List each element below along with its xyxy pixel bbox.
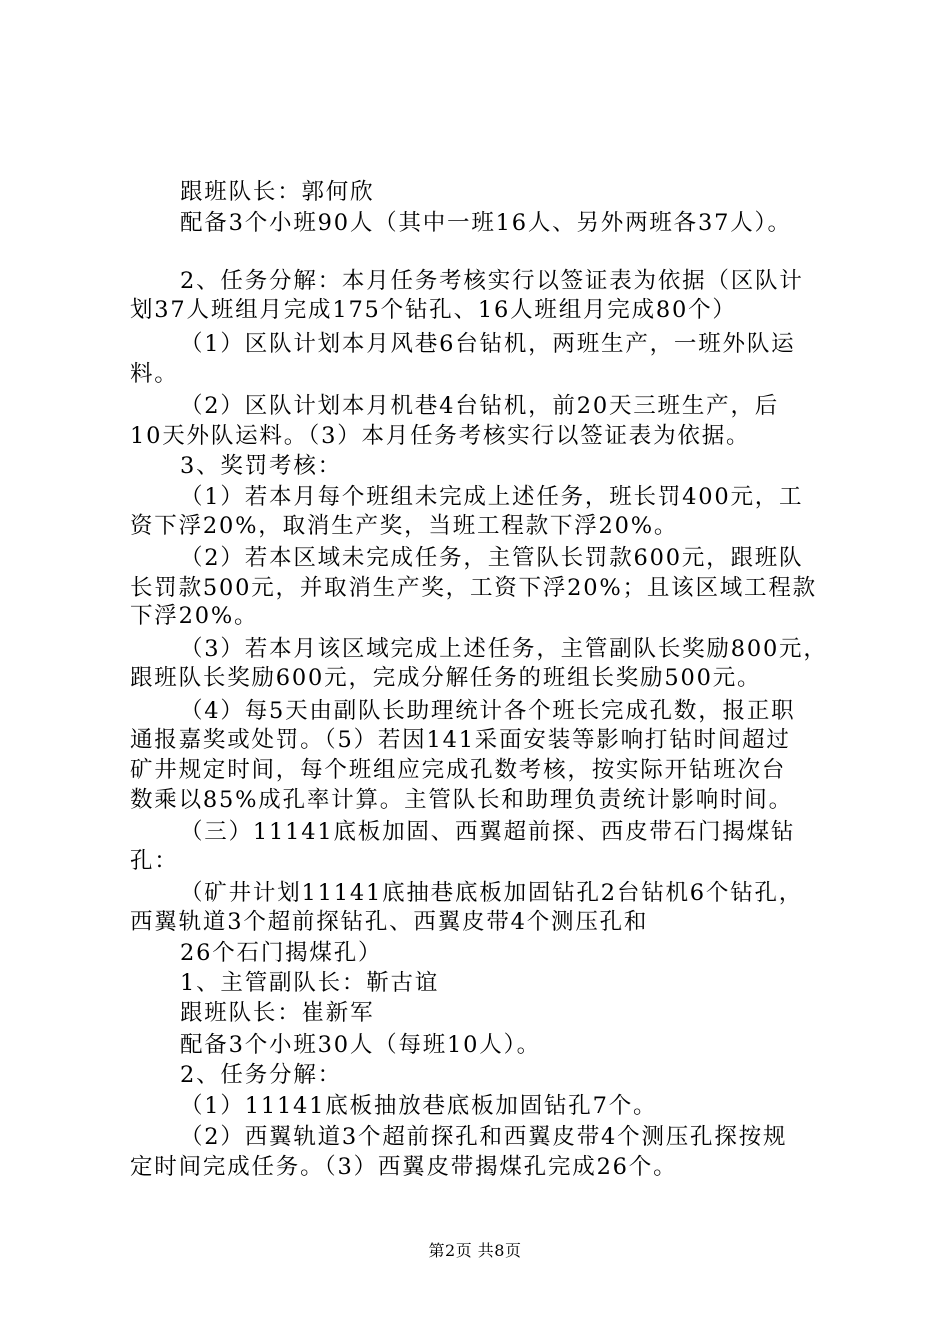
- text-line: 下浮20%。: [130, 603, 259, 629]
- text-line: （1）11141底板抽放巷底板加固钻孔7个。: [180, 1093, 658, 1119]
- text-line: 10天外队运料。（3）本月任务考核实行以签证表为依据。: [130, 423, 751, 449]
- text-line: 数乘以85%成孔率计算。主管队长和助理负责统计影响时间。: [130, 787, 793, 813]
- text-line: （4）每5天由副队长助理统计各个班长完成孔数，报正职: [180, 698, 796, 724]
- text-line: 跟班队长奖励600元，完成分解任务的班组长奖励500元。: [130, 665, 762, 691]
- page-footer: 第2页 共8页: [428, 1241, 522, 1260]
- text-line: 料。: [130, 361, 179, 387]
- text-line: 26个石门揭煤孔）: [180, 940, 383, 966]
- text-line: 长罚款500元，并取消生产奖，工资下浮20%；且该区域工程款: [130, 575, 817, 601]
- text-line: 资下浮20%，取消生产奖，当班工程款下浮20%。: [130, 513, 679, 539]
- text-line: （2）若本区域未完成任务，主管队长罚款600元，跟班队: [180, 545, 804, 571]
- text-line: （1）区队计划本月风巷6台钻机，两班生产，一班外队运: [180, 331, 796, 357]
- text-line: （3）若本月该区域完成上述任务，主管副队长奖励800元，: [180, 636, 828, 662]
- text-line: 跟班队长：崔新军: [180, 1000, 375, 1026]
- text-line: （2）区队计划本月机巷4台钻机，前20天三班生产，后: [180, 393, 780, 419]
- text-line: 孔：: [130, 848, 179, 874]
- text-line: （矿井计划11141底抽巷底板加固钻孔2台钻机6个钻孔，: [180, 880, 804, 906]
- text-line: （1）若本月每个班组未完成上述任务，班长罚400元，工: [180, 484, 804, 510]
- text-line: 西翼轨道3个超前探钻孔、西翼皮带4个测压孔和: [130, 909, 649, 935]
- section-heading: 2、任务分解：: [180, 1062, 342, 1088]
- text-line: 通报嘉奖或处罚。（5）若因141采面安装等影响打钻时间超过: [130, 727, 791, 753]
- text-line: 配备3个小班30人（每班10人）。: [180, 1032, 541, 1058]
- text-line: 定时间完成任务。（3）西翼皮带揭煤孔完成26个。: [130, 1154, 678, 1180]
- text-line: 划37人班组月完成175个钻孔、16人班组月完成80个）: [130, 297, 737, 323]
- text-line: （2）西翼轨道3个超前探孔和西翼皮带4个测压孔探按规: [180, 1124, 788, 1150]
- text-line: 1、主管副队长：靳古谊: [180, 970, 440, 996]
- section-heading: （三）11141底板加固、西翼超前探、西皮带石门揭煤钻: [180, 819, 796, 845]
- text-line: 矿井规定时间，每个班组应完成孔数考核，按实际开钻班次台: [130, 757, 787, 783]
- section-heading: 2、任务分解：本月任务考核实行以签证表为依据（区队计: [180, 268, 804, 294]
- text-line: 配备3个小班90人（其中一班16人、另外两班各37人）。: [180, 210, 792, 236]
- text-line: 跟班队长：郭何欣: [180, 179, 375, 205]
- section-heading: 3、奖罚考核：: [180, 453, 342, 479]
